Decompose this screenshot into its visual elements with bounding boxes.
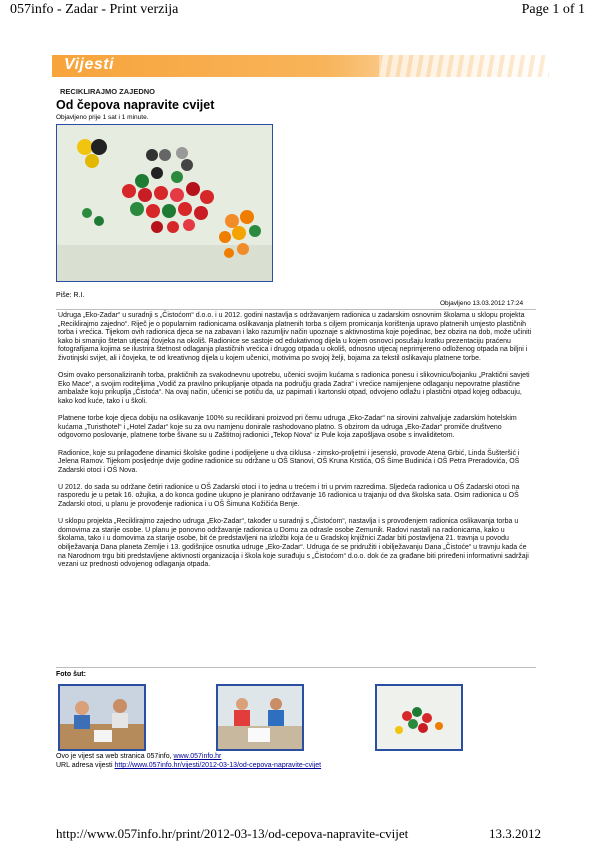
published-date: Objavljeno 13.03.2012 17:24 <box>440 300 524 307</box>
section-title: Vijesti <box>64 56 115 73</box>
print-header-title: 057info - Zadar - Print verzija <box>10 2 179 17</box>
gallery-thumbnail[interactable] <box>375 684 463 751</box>
site-link[interactable]: www.057info.hr <box>173 753 222 760</box>
article-paragraph: U 2012. do sada su održane četiri radionice u OŠ Zadarski otoci i to jedna u trećem i tri u prvim razredima. Sljedeća radionica u OŠ Zadarski otoci na rasporedu je u petak 16. ožujka, a do konca godine ukupno je planirano održavanje 16 radionica u trajanju od dva školska sata. Osim radionica u OŠ Zadarski otoci, u planu je provođenje radionica i u OŠ Šimuna Kožičića Benje. <box>58 483 520 509</box>
article-paragraph: Radionice, koje su prilagođene dinamici školske godine i podijeljene u dva ciklusa - zimsko-proljetni i jesenski, provode Atena Grbić, Linda Šušteršić i Jelena Ramov. Tijekom posljednje dvije godine radionice su održane u OŠ Stanovi, OŠ Kruna Krstića, OŠ Šime Budinića i OŠ Petra Preradovića, OŠ Zadarski otoci i OŠ Nova. <box>58 449 520 474</box>
main-photo <box>56 124 273 282</box>
print-header <box>10 0 585 20</box>
divider <box>56 667 536 668</box>
divider <box>56 309 536 310</box>
url-note-text: URL adresa vijesti <box>56 762 113 769</box>
article-paragraph: Platnene torbe koje djeca dobiju na oslikavanje 100% su reciklirani proizvod pri čemu udruga „Eko-Zadar“ na sirovini zahvaljuje zadarskim hotelskim kućama „Turisthotel“ i „Hotel Zadar“ koje su za ovu namjenu donirale rashodovano platno. S obzirom da udruga „Eko-Zadar“ promiče društveno odgovorno poslovanje, platnene torbe šivane su u Zaštitnoj radionici „Tekop Nova“ iz Pule koja zapošljava osobe s invaliditetom. <box>58 415 517 440</box>
gallery-thumbnail[interactable] <box>58 684 146 751</box>
article-author: Piše: R.I. <box>56 292 85 299</box>
source-note-text: Ovo je vijest sa web stranica 057info, <box>56 753 172 760</box>
article-body <box>58 312 533 578</box>
published-ago: Objavljeno prije 1 sat i 1 minute. <box>56 114 149 121</box>
section-banner <box>52 55 549 77</box>
print-date: 13.3.2012 <box>489 826 541 841</box>
article-url-link[interactable]: http://www.057info.hr/vijesti/2012-03-13/od-cepova-napravite-cvijet <box>114 762 322 769</box>
print-url: http://www.057info.hr/print/2012-03-13/od-cepova-napravite-cvijet <box>56 826 409 841</box>
page-number: Page 1 of 1 <box>521 2 585 17</box>
article-paragraph: Udruga „Eko-Zadar“ u suradnji s „Čistoćom“ d.o.o. i u 2012. godini nastavlja s održavanjem radionica u zadarskim osnovnim školama u sklopu projekta „Reciklirajmo zajedno“. Riječ je o popularnim radionicama oslikavanja platnenih torba s ciljem promicanja korištenja upravo platnenih umjesto plastičnih torba i vrećica. Tijekom ovih radionica djeca se na zabavan i lako razumljiv način upoznaje s aktivnostima koje pojedinac, bez obzira na dob, može učiniti kako bi smanjio štetan utjecaj čovjeka na okoliš. Radionice se sastoje od edukativnog dijela u kojem osnovci posušaju kratku prezentaciju praćenu fotografijama kojima se ilustrira štetnost odlaganja plastičnih vrećica i drugog otpada u okoliš, odnosno utjecaj neprimjereno odloženog otpada na biljni i životinjski svijet, ali i čovjeka, te od kreativnog dijela u kojem učenici, motivima po svojoj želji, bojama za tekstil oslikavaju platnene torbe. <box>58 312 532 362</box>
gallery-label: Foto šut: <box>56 671 86 678</box>
source-note <box>56 752 321 770</box>
gallery-thumbnail[interactable] <box>216 684 304 751</box>
article-title: Od čepova napravite cvijet <box>56 98 215 112</box>
banner-decoration <box>379 55 549 77</box>
article-paragraph: Osim ovako personaliziranih torba, praktičnih za svakodnevnu upotrebu, učenici svojim kućama s radionica ponesu i slikovnicu/bojanku „Praktični savjeti Eko Mace“, a svojim roditeljima „Vodič za pravilno prikupljanje otpada na području grada Zadra“ i vrećice namijenjene odlaganju nepovratne plastične ambalaže koju prikuplja „Čistoća“. Na ovaj način, učenici se potiču da, uz papirnati i kartonski otpad, odvojeno odlažu i plastični otpad kojeg odbacuju, kako kod kuće, tako i u školi. <box>58 372 530 405</box>
article-category: RECIKLIRAJMO ZAJEDNO <box>60 87 156 96</box>
article-paragraph: U sklopu projekta „Reciklirajmo zajedno udruga „Eko-Zadar“, također u suradnji s „Čistoćom“, nastavlja i s provođenjem radionica oslikavanja torba u domovima za starije osobe. U planu je ponovno održavanje radionica u Domu za odrasle osobe Zemunik. Radovi nastali na radionicama, kako u školama, tako i u domovima za starije osobe, bit će predstavljeni na izložbi koja će u Gradskoj knjižnici Zadar biti postavljena 21. travnja u povodu obilježavanja Dana planeta Zemlje i 13. godišnjice osnutka udruge „Eko-Zadar“. Udruga će se pridružiti i obilježavanju Dana „Čistoće“ u travnju kada će na Narodnom trgu biti predstavljene aktivnosti organizacija i škola koje surađuju s „Čistoćom“ d.o.o. dok će za građane biti priređeni informativni sadržaji vezani uz prednosti odvojenog odlaganja otpada. <box>58 518 529 569</box>
